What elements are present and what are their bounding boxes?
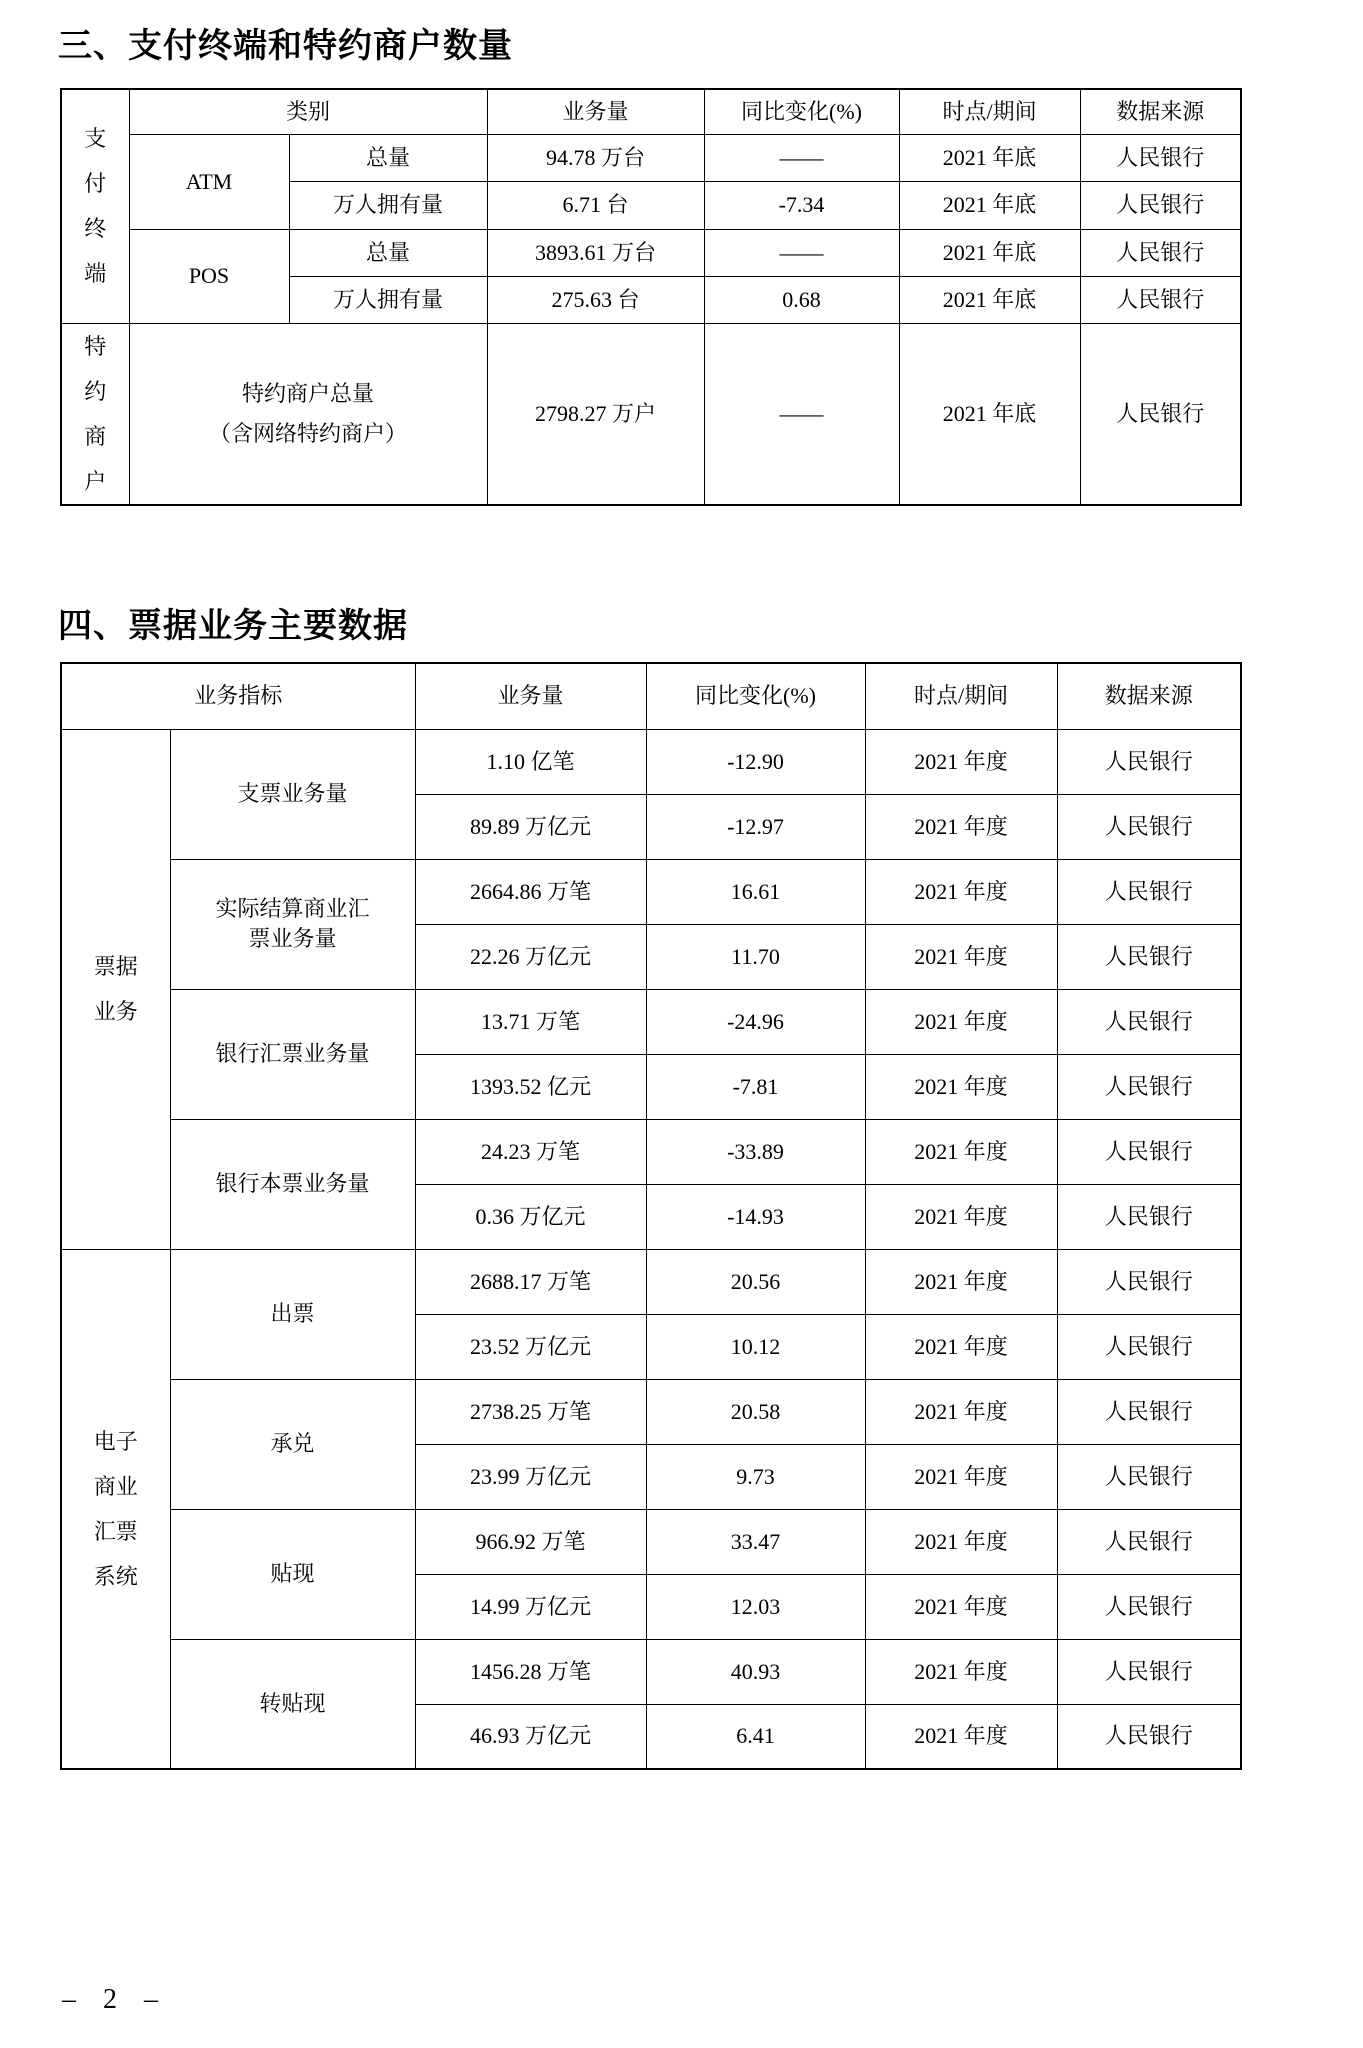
table-row — [61, 1509, 1241, 1574]
yoy-cell: 11.70 — [646, 924, 865, 989]
value-cell: 23.99 万亿元 — [415, 1444, 646, 1509]
source-cell: 人民银行 — [1080, 276, 1241, 323]
period-cell: 2021 年底 — [899, 323, 1080, 505]
indicator-cell: 银行本票业务量 — [170, 1119, 415, 1249]
yoy-cell: 6.41 — [646, 1704, 865, 1769]
period-cell: 2021 年度 — [865, 729, 1057, 794]
yoy-cell: 12.03 — [646, 1574, 865, 1639]
yoy-cell: -33.89 — [646, 1119, 865, 1184]
category-cell-atm: ATM — [129, 134, 289, 229]
yoy-cell: —— — [704, 134, 899, 181]
table-row — [61, 859, 1241, 924]
source-cell: 人民银行 — [1080, 229, 1241, 276]
yoy-cell: 20.56 — [646, 1249, 865, 1314]
value-cell: 1.10 亿笔 — [415, 729, 646, 794]
header-cell-source: 数据来源 — [1080, 89, 1241, 134]
source-cell: 人民银行 — [1057, 1704, 1241, 1769]
header-cell-volume: 业务量 — [487, 89, 704, 134]
value-cell: 22.26 万亿元 — [415, 924, 646, 989]
value-cell: 3893.61 万台 — [487, 229, 704, 276]
group-cell-ecds: 电子商业汇票系统 — [61, 1249, 170, 1769]
table-row — [61, 229, 1241, 276]
table1-header-row — [61, 89, 1241, 134]
table2-header-row — [61, 663, 1241, 729]
indicator-cell: 支票业务量 — [170, 729, 415, 859]
yoy-cell: 20.58 — [646, 1379, 865, 1444]
source-cell: 人民银行 — [1057, 1054, 1241, 1119]
yoy-cell: 16.61 — [646, 859, 865, 924]
subcategory-cell: 万人拥有量 — [289, 276, 487, 323]
table-row — [61, 134, 1241, 181]
period-cell: 2021 年底 — [899, 276, 1080, 323]
source-cell: 人民银行 — [1057, 924, 1241, 989]
period-cell: 2021 年度 — [865, 1314, 1057, 1379]
yoy-cell: 40.93 — [646, 1639, 865, 1704]
period-cell: 2021 年度 — [865, 1379, 1057, 1444]
yoy-cell: —— — [704, 229, 899, 276]
source-cell: 人民银行 — [1057, 859, 1241, 924]
period-cell: 2021 年度 — [865, 1119, 1057, 1184]
yoy-cell: -24.96 — [646, 989, 865, 1054]
value-cell: 1393.52 亿元 — [415, 1054, 646, 1119]
group-cell-merchant: 特约商户 — [61, 323, 129, 505]
period-cell: 2021 年度 — [865, 1249, 1057, 1314]
period-cell: 2021 年度 — [865, 1184, 1057, 1249]
source-cell: 人民银行 — [1057, 989, 1241, 1054]
value-cell: 46.93 万亿元 — [415, 1704, 646, 1769]
header-cell-period: 时点/期间 — [899, 89, 1080, 134]
payment-terminal-table — [60, 88, 1242, 506]
table-row — [61, 1119, 1241, 1184]
header-cell-category: 类别 — [129, 89, 487, 134]
table-row — [61, 323, 1241, 505]
subcategory-cell: 万人拥有量 — [289, 181, 487, 229]
period-cell: 2021 年度 — [865, 1639, 1057, 1704]
value-cell: 14.99 万亿元 — [415, 1574, 646, 1639]
table-row — [61, 1639, 1241, 1704]
period-cell: 2021 年度 — [865, 859, 1057, 924]
table-row — [61, 989, 1241, 1054]
value-cell: 966.92 万笔 — [415, 1509, 646, 1574]
value-cell: 94.78 万台 — [487, 134, 704, 181]
group-cell-bill-business: 票据业务 — [61, 729, 170, 1249]
header-cell-period: 时点/期间 — [865, 663, 1057, 729]
table-row — [61, 1249, 1241, 1314]
source-cell: 人民银行 — [1057, 794, 1241, 859]
period-cell: 2021 年度 — [865, 1509, 1057, 1574]
value-cell: 13.71 万笔 — [415, 989, 646, 1054]
table-row — [61, 1379, 1241, 1444]
header-cell-source: 数据来源 — [1057, 663, 1241, 729]
yoy-cell: 10.12 — [646, 1314, 865, 1379]
header-cell-yoy: 同比变化(%) — [704, 89, 899, 134]
value-cell: 0.36 万亿元 — [415, 1184, 646, 1249]
period-cell: 2021 年度 — [865, 794, 1057, 859]
source-cell: 人民银行 — [1057, 1574, 1241, 1639]
period-cell: 2021 年度 — [865, 1444, 1057, 1509]
value-cell: 2664.86 万笔 — [415, 859, 646, 924]
value-cell: 2688.17 万笔 — [415, 1249, 646, 1314]
value-cell: 6.71 台 — [487, 181, 704, 229]
period-cell: 2021 年度 — [865, 1574, 1057, 1639]
period-cell: 2021 年底 — [899, 181, 1080, 229]
source-cell: 人民银行 — [1057, 1444, 1241, 1509]
indicator-cell: 贴现 — [170, 1509, 415, 1639]
source-cell: 人民银行 — [1057, 1184, 1241, 1249]
yoy-cell: 9.73 — [646, 1444, 865, 1509]
source-cell: 人民银行 — [1057, 1509, 1241, 1574]
yoy-cell: 0.68 — [704, 276, 899, 323]
group-cell-payment-terminal: 支付终端 — [61, 89, 129, 323]
source-cell: 人民银行 — [1057, 1314, 1241, 1379]
bill-business-table — [60, 662, 1242, 1770]
value-cell: 275.63 台 — [487, 276, 704, 323]
merchant-label-cell — [129, 323, 487, 505]
section3-title: 三、支付终端和特约商户数量 — [58, 27, 513, 65]
header-cell-volume: 业务量 — [415, 663, 646, 729]
yoy-cell: -7.81 — [646, 1054, 865, 1119]
source-cell: 人民银行 — [1057, 1379, 1241, 1444]
period-cell: 2021 年度 — [865, 1054, 1057, 1119]
yoy-cell: -12.90 — [646, 729, 865, 794]
subcategory-cell: 总量 — [289, 229, 487, 276]
source-cell: 人民银行 — [1080, 323, 1241, 505]
indicator-cell: 转贴现 — [170, 1639, 415, 1769]
period-cell: 2021 年度 — [865, 924, 1057, 989]
source-cell: 人民银行 — [1080, 134, 1241, 181]
yoy-cell: -12.97 — [646, 794, 865, 859]
value-cell: 2738.25 万笔 — [415, 1379, 646, 1444]
source-cell: 人民银行 — [1057, 1639, 1241, 1704]
period-cell: 2021 年度 — [865, 989, 1057, 1054]
merchant-label-line2: （含网络特约商户） — [209, 420, 408, 446]
yoy-cell: -7.34 — [704, 181, 899, 229]
page-number: – 2 – — [62, 1984, 160, 2015]
indicator-cell: 出票 — [170, 1249, 415, 1379]
merchant-label-line1: 特约商户总量 — [242, 381, 375, 407]
period-cell: 2021 年底 — [899, 229, 1080, 276]
source-cell: 人民银行 — [1057, 729, 1241, 794]
value-cell: 89.89 万亿元 — [415, 794, 646, 859]
source-cell: 人民银行 — [1057, 1119, 1241, 1184]
subcategory-cell: 总量 — [289, 134, 487, 181]
source-cell: 人民银行 — [1057, 1249, 1241, 1314]
value-cell: 1456.28 万笔 — [415, 1639, 646, 1704]
category-cell-pos: POS — [129, 229, 289, 323]
yoy-cell: 33.47 — [646, 1509, 865, 1574]
period-cell: 2021 年度 — [865, 1704, 1057, 1769]
value-cell: 24.23 万笔 — [415, 1119, 646, 1184]
indicator-cell: 承兑 — [170, 1379, 415, 1509]
indicator-cell: 银行汇票业务量 — [170, 989, 415, 1119]
yoy-cell: -14.93 — [646, 1184, 865, 1249]
header-cell-yoy: 同比变化(%) — [646, 663, 865, 729]
yoy-cell: —— — [704, 323, 899, 505]
source-cell: 人民银行 — [1080, 181, 1241, 229]
indicator-cell: 实际结算商业汇票业务量 — [170, 859, 415, 989]
value-cell: 23.52 万亿元 — [415, 1314, 646, 1379]
value-cell: 2798.27 万户 — [487, 323, 704, 505]
section4-title: 四、票据业务主要数据 — [58, 607, 408, 645]
period-cell: 2021 年底 — [899, 134, 1080, 181]
header-cell-indicator: 业务指标 — [61, 663, 415, 729]
table-row — [61, 729, 1241, 794]
